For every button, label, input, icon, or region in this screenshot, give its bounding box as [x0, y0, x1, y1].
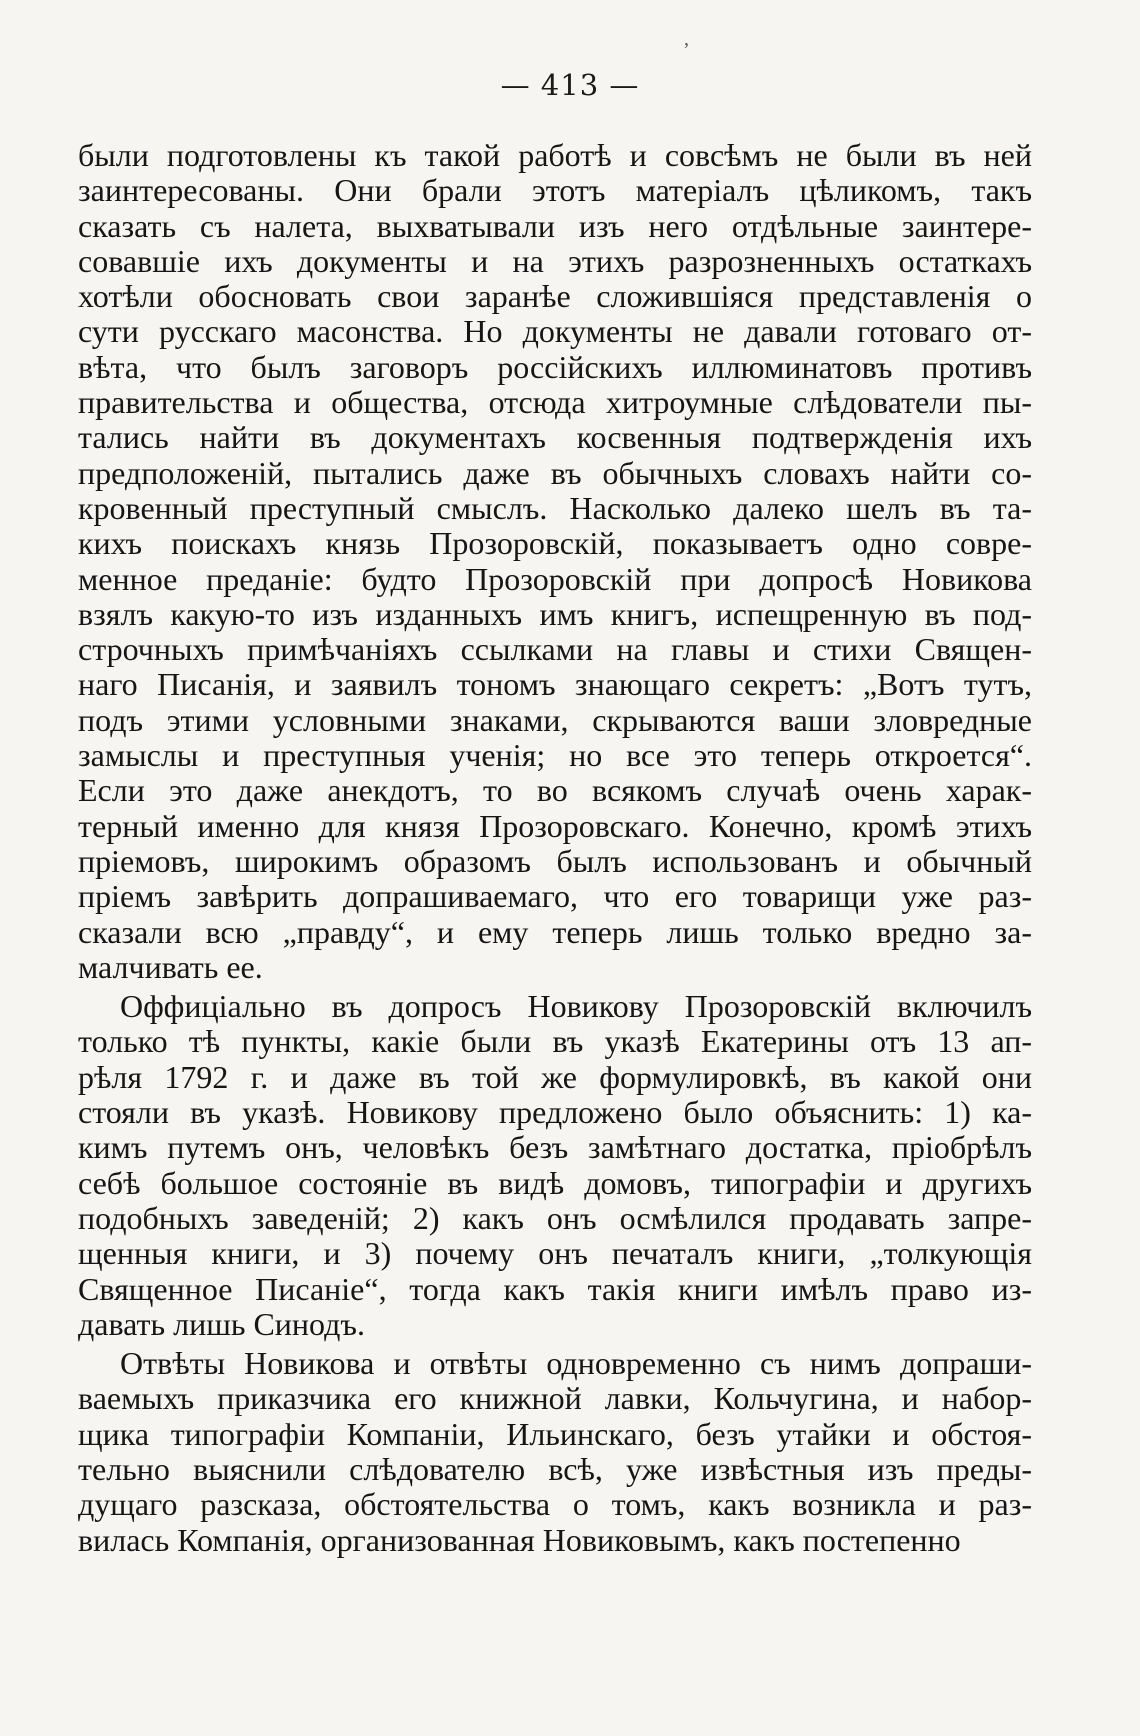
text-line: подобныхъ заведеній; 2) какъ онъ осмѣлился продавать запре-: [78, 1199, 1032, 1236]
text-line: вилась Компанія, организованная Новиковымъ, какъ постепенно: [78, 1521, 961, 1558]
text-line: терный именно для князя Прозоровскаго. Конечно, кромѣ этихъ: [78, 807, 1032, 844]
text-line: рѣля 1792 г. и даже въ той же формулировкѣ, въ какой они: [78, 1058, 1032, 1095]
text-line: сказали всю „правду“, и ему теперь лишь только вредно за-: [78, 913, 1032, 950]
text-line: Если это даже анекдотъ, то во всякомъ случаѣ очень харак-: [78, 772, 1032, 809]
text-line: строчныхъ примѣчаніяхъ ссылками на главы и стихи Священ-: [78, 631, 1032, 668]
body-text: [78, 138, 1032, 1558]
text-line: правительства и общества, отсюда хитроумные слѣдователи пы-: [78, 384, 1032, 421]
text-line: замыслы и преступныя ученія; но все это теперь откроется“.: [78, 737, 1032, 774]
text-line: вѣта, что былъ заговоръ россійскихъ иллюминатовъ противъ: [78, 348, 1032, 385]
text-line: щенныя книги, и 3) почему онъ печаталъ книги, „толкующія: [78, 1235, 1032, 1272]
text-line: пріемъ завѣрить допрашиваемаго, что его товарищи уже раз-: [78, 878, 1032, 915]
text-line: взялъ какую-то изъ изданныхъ имъ книгъ, испещренную въ под-: [78, 595, 1032, 632]
text-line: наго Писанія, и заявилъ тономъ знающаго секретъ: „Вотъ тутъ,: [78, 666, 1032, 703]
paragraph: [78, 1346, 1032, 1558]
paragraph: [78, 989, 1032, 1342]
text-line: стояли въ указѣ. Новикову предложено было объяснить: 1) ка-: [78, 1094, 1032, 1131]
text-line: сути русскаго масонства. Но документы не давали готоваго от-: [78, 313, 1032, 350]
text-line: щика типографіи Компаніи, Ильинскаго, безъ утайки и обстоя-: [78, 1415, 1032, 1452]
paragraph: [78, 138, 1032, 985]
text-line: предположеній, пытались даже въ обычныхъ словахъ найти со-: [78, 454, 1032, 491]
text-line: пріемовъ, широкимъ образомъ былъ использованъ и обычный: [78, 842, 1032, 879]
text-line: кимъ путемъ онъ, человѣкъ безъ замѣтнаго достатка, пріобрѣлъ: [78, 1129, 1032, 1166]
text-line: хотѣли обосновать свои заранѣе сложившіяся представленія о: [78, 278, 1032, 315]
text-line: кихъ поискахъ князь Прозоровскій, показываетъ одно совре-: [78, 525, 1032, 562]
text-line: сказать съ налета, выхватывали изъ него отдѣльные заинтере-: [78, 207, 1032, 244]
text-line: малчивать ее.: [78, 948, 263, 985]
text-line: кровенный преступный смыслъ. Насколько далеко шелъ въ та-: [78, 489, 1032, 526]
text-line: дущаго разсказа, обстоятельства о томъ, какъ возникла и раз-: [78, 1486, 1032, 1523]
text-line: совавшіе ихъ документы и на этихъ разрозненныхъ остаткахъ: [78, 242, 1032, 279]
scan-speck: ,: [684, 28, 689, 50]
text-line: давать лишь Синодъ.: [78, 1305, 365, 1342]
text-line: подъ этими условными знаками, скрываются ваши зловредные: [78, 701, 1032, 738]
text-line: менное преданіе: будто Прозоровскій при допросѣ Новикова: [78, 560, 1032, 597]
text-line: тельно выяснили слѣдователю всѣ, уже извѣстныя изъ преды-: [78, 1450, 1032, 1487]
text-line: Священное Писаніе“, тогда какъ такія книги имѣлъ право из-: [78, 1270, 1032, 1307]
page-number: — 413 —: [500, 68, 640, 102]
text-line: были подготовлены къ такой работѣ и совсѣмъ не были въ ней: [78, 137, 1032, 173]
text-line: Оффиціально въ допросъ Новикову Прозоровскій включилъ: [120, 988, 1032, 1025]
text-line: себѣ большое состояніе въ видѣ домовъ, типографіи и другихъ: [78, 1164, 1032, 1201]
text-line: тались найти въ документахъ косвенныя подтвержденія ихъ: [78, 419, 1032, 456]
text-line: заинтересованы. Они брали этотъ матеріалъ цѣликомъ, такъ: [78, 172, 1032, 209]
text-line: ваемыхъ приказчика его книжной лавки, Кольчугина, и набор-: [78, 1380, 1032, 1417]
text-line: Отвѣты Новикова и отвѣты одновременно съ нимъ допраши-: [120, 1345, 1032, 1382]
text-line: только тѣ пункты, какіе были въ указѣ Екатерины отъ 13 ап-: [78, 1023, 1032, 1060]
